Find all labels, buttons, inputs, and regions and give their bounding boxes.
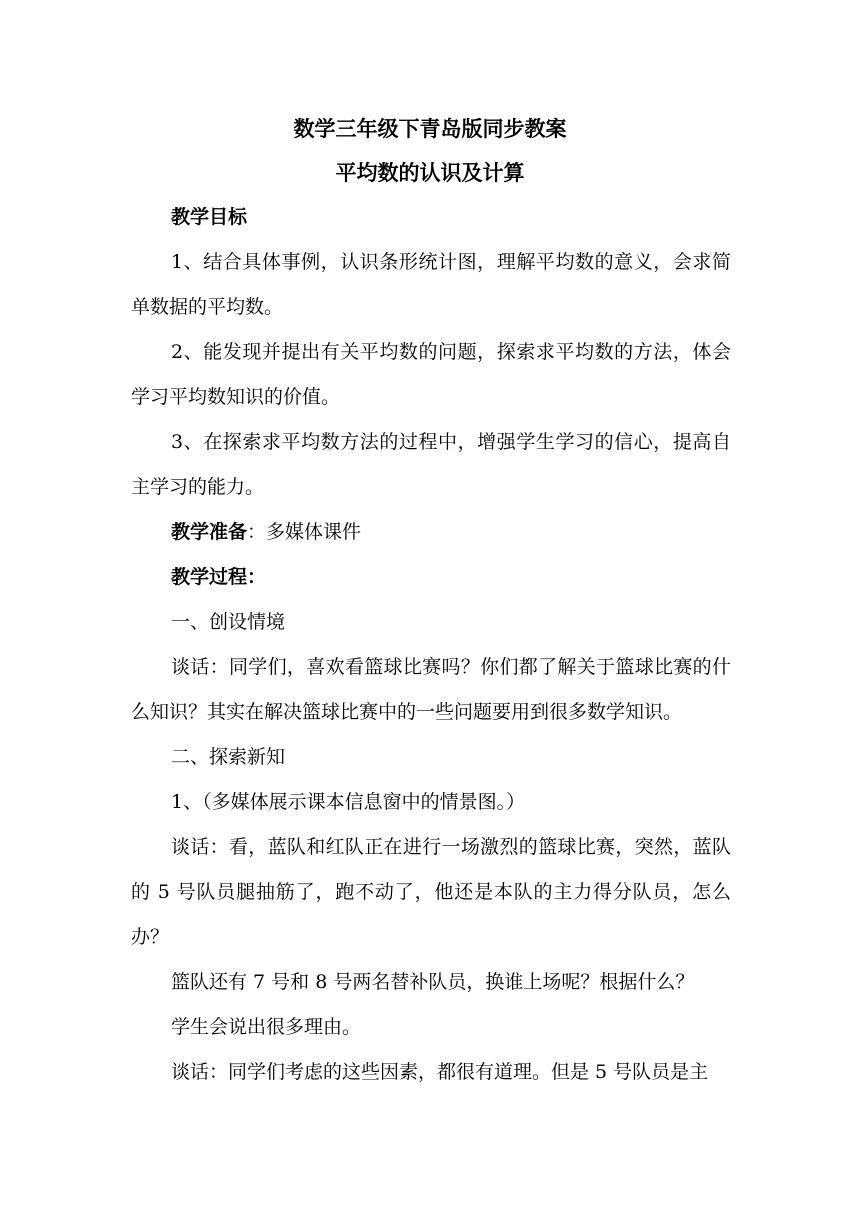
goal-1: 1、结合具体事例，认识条形统计图，理解平均数的意义，会求简单数据的平均数。	[131, 251, 731, 318]
talk-paragraph-2: 谈话：看，蓝队和红队正在进行一场激烈的篮球比赛，突然，蓝队的 5 号队员腿抽筋了，跑不动了，他还是本队的主力得分队员，怎么办？	[131, 836, 731, 948]
prep-value: ：多媒体课件	[247, 521, 362, 543]
student-reply: 学生会说出很多理由。	[171, 1016, 362, 1038]
goal-3: 3、在探索求平均数方法的过程中，增强学生学习的信心，提高自主学习的能力。	[131, 431, 731, 498]
document-subtitle: 平均数的认识及计算	[335, 161, 525, 185]
step-2-heading: 二、探索新知	[171, 746, 286, 768]
substitutes-paragraph: 篮队还有 7 号和 8 号两名替补队员，换谁上场呢？根据什么？	[171, 971, 695, 993]
goals-heading: 教学目标	[171, 206, 248, 228]
teaching-prep	[131, 510, 731, 555]
document-title: 数学三年级下青岛版同步教案	[293, 117, 567, 141]
process-heading: 教学过程：	[171, 566, 267, 588]
step-1-text: 谈话：同学们，喜欢看篮球比赛吗？你们都了解关于篮球比赛的什么知识？其实在解决篮球比赛中的一些问题要用到很多数学知识。	[131, 656, 731, 723]
talk-paragraph-3: 谈话：同学们考虑的这些因素，都很有道理。但是 5 号队员是主	[171, 1061, 709, 1083]
prep-label: 教学准备	[171, 521, 248, 543]
goal-2: 2、能发现并提出有关平均数的问题，探索求平均数的方法，体会学习平均数知识的价值。	[131, 341, 731, 408]
step-2-item-1: 1、（多媒体展示课本信息窗中的情景图。）	[171, 791, 526, 813]
step-1-heading: 一、创设情境	[171, 611, 286, 633]
